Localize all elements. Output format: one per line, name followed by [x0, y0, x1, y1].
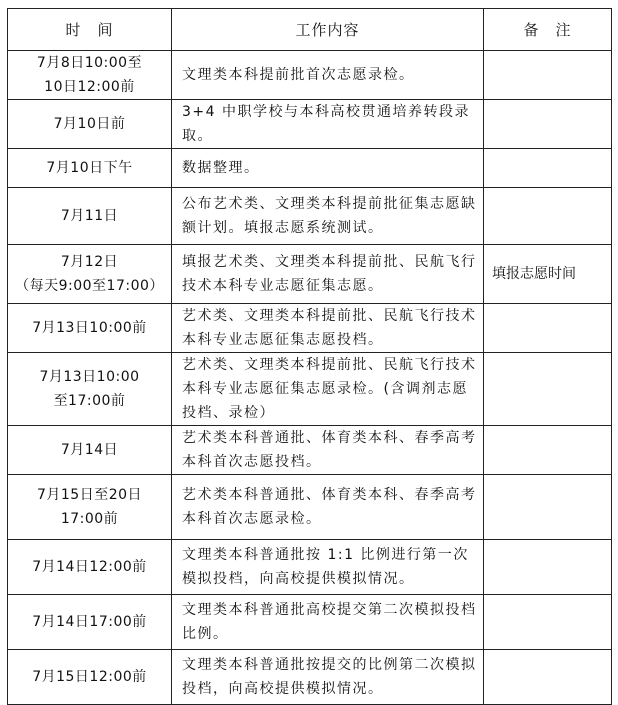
note-cell: 填报志愿时间	[484, 245, 612, 304]
content-cell: 数据整理。	[172, 149, 484, 188]
note-cell	[484, 595, 612, 650]
time-cell: 7月10日下午	[8, 149, 172, 188]
header-content: 工作内容	[172, 9, 484, 51]
table-row	[8, 188, 612, 245]
content-cell: 文理类本科普通批按 1:1 比例进行第一次模拟投档，向高校提供模拟情况。	[172, 540, 484, 595]
note-cell	[484, 51, 612, 100]
content-cell: 3+4 中职学校与本科高校贯通培养转段录取。	[172, 100, 484, 149]
note-cell	[484, 426, 612, 475]
time-cell: 7月14日	[8, 426, 172, 475]
content-cell: 文理类本科普通批按提交的比例第二次模拟投档，向高校提供模拟情况。	[172, 650, 484, 705]
time-cell: 7月12日 （每天9:00至17:00）	[8, 245, 172, 304]
table-row	[8, 595, 612, 650]
note-cell	[484, 188, 612, 245]
table-row	[8, 540, 612, 595]
time-cell: 7月14日12:00前	[8, 540, 172, 595]
table-row	[8, 149, 612, 188]
note-cell	[484, 540, 612, 595]
schedule-table	[7, 8, 612, 705]
header-time: 时 间	[8, 9, 172, 51]
table-row	[8, 475, 612, 540]
content-cell: 文理类本科提前批首次志愿录检。	[172, 51, 484, 100]
header-row	[8, 9, 612, 51]
header-note: 备 注	[484, 9, 612, 51]
table-row	[8, 353, 612, 426]
content-cell: 文理类本科普通批高校提交第二次模拟投档比例。	[172, 595, 484, 650]
time-cell: 7月11日	[8, 188, 172, 245]
content-cell: 艺术类本科普通批、体育类本科、春季高考本科首次志愿投档。	[172, 426, 484, 475]
time-cell: 7月13日10:00前	[8, 304, 172, 353]
note-cell	[484, 353, 612, 426]
table-row	[8, 426, 612, 475]
time-cell: 7月10日前	[8, 100, 172, 149]
content-cell: 艺术类本科普通批、体育类本科、春季高考本科首次志愿录检。	[172, 475, 484, 540]
note-cell	[484, 304, 612, 353]
table-row	[8, 51, 612, 100]
table-row	[8, 650, 612, 705]
time-cell: 7月8日10:00至 10日12:00前	[8, 51, 172, 100]
note-cell	[484, 149, 612, 188]
time-cell: 7月14日17:00前	[8, 595, 172, 650]
note-cell	[484, 650, 612, 705]
note-cell	[484, 100, 612, 149]
content-cell: 填报艺术类、文理类本科提前批、民航飞行技术本科专业志愿征集志愿。	[172, 245, 484, 304]
content-cell: 艺术类、文理类本科提前批、民航飞行技术本科专业志愿征集志愿投档。	[172, 304, 484, 353]
note-cell	[484, 475, 612, 540]
time-cell: 7月13日10:00 至17:00前	[8, 353, 172, 426]
time-cell: 7月15日至20日 17:00前	[8, 475, 172, 540]
table-row	[8, 245, 612, 304]
time-cell: 7月15日12:00前	[8, 650, 172, 705]
content-cell: 艺术类、文理类本科提前批、民航飞行技术本科专业志愿征集志愿录检。(含调剂志愿投档、录检）	[172, 353, 484, 426]
table-row	[8, 304, 612, 353]
content-cell: 公布艺术类、文理类本科提前批征集志愿缺额计划。填报志愿系统测试。	[172, 188, 484, 245]
table-row	[8, 100, 612, 149]
